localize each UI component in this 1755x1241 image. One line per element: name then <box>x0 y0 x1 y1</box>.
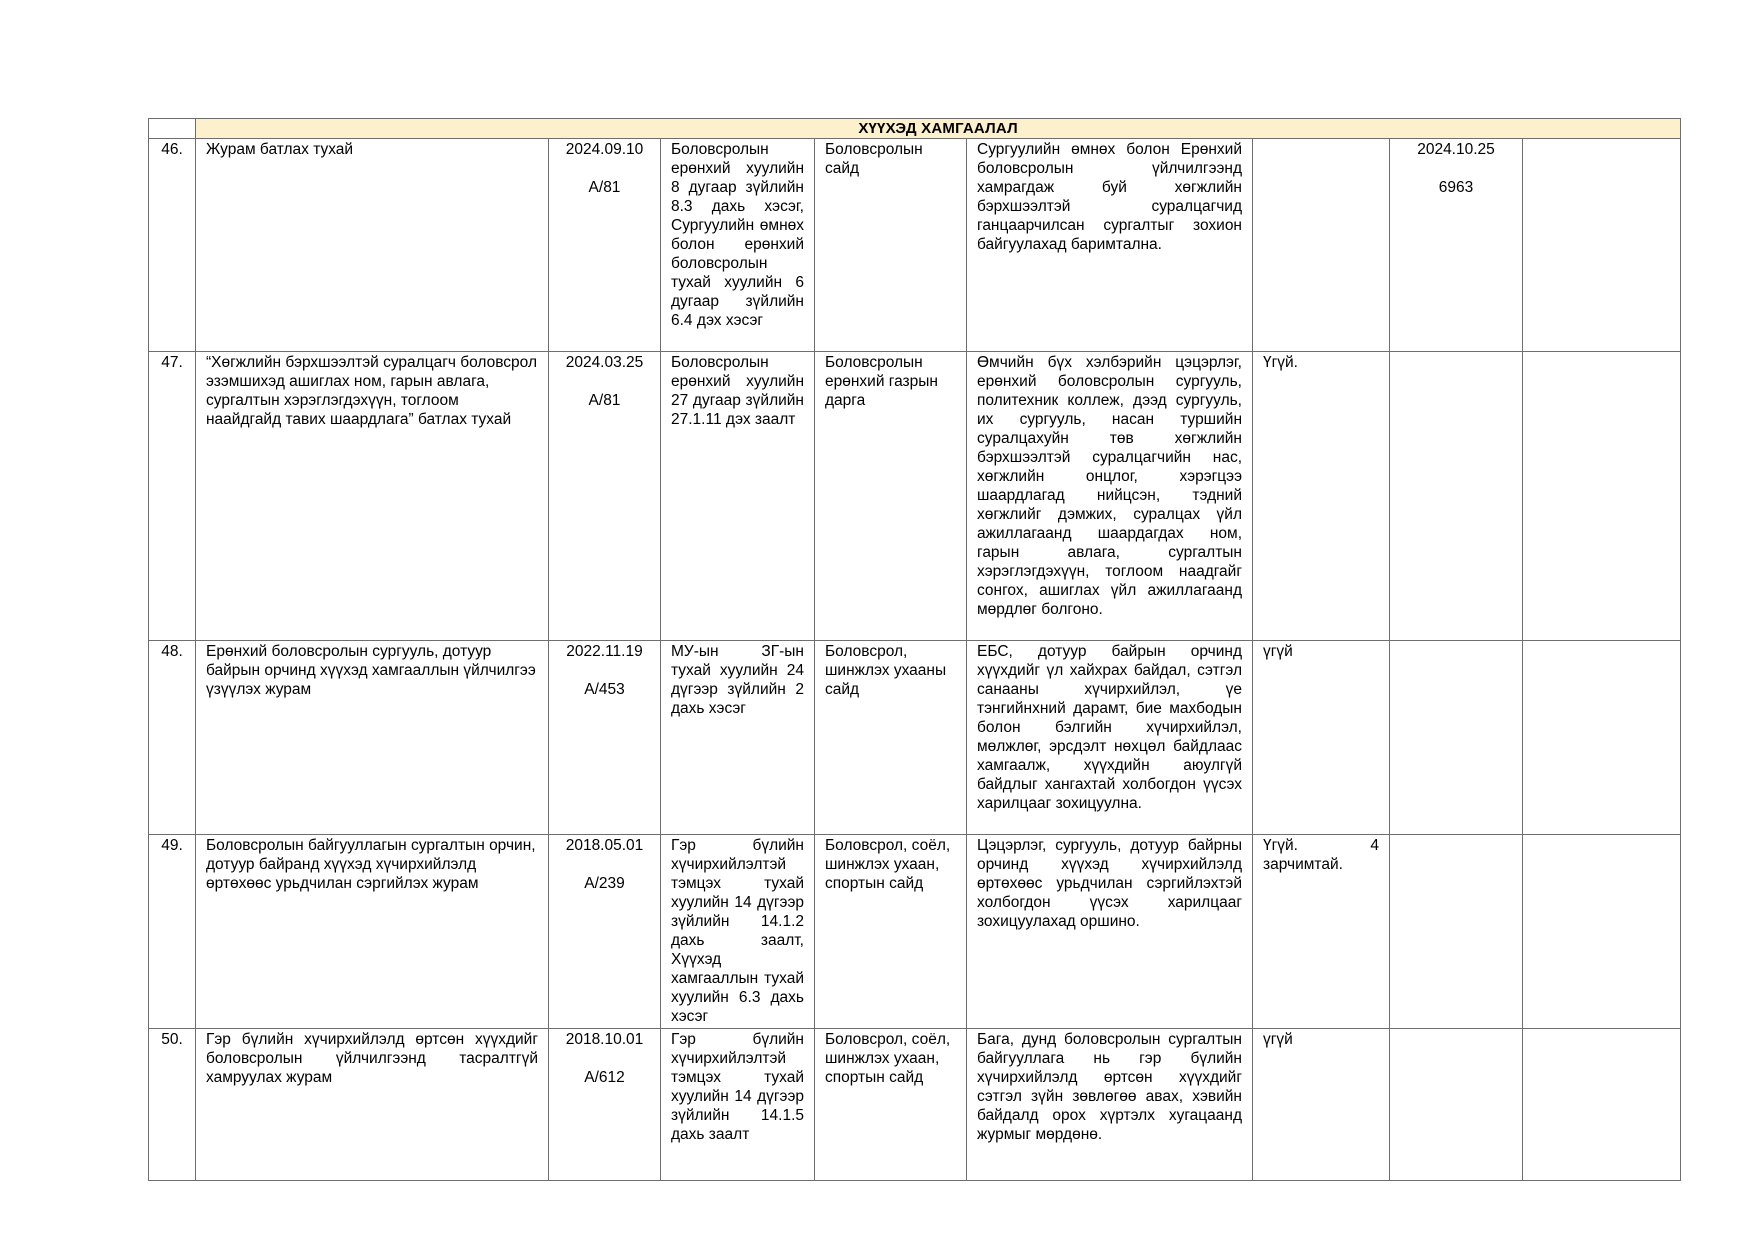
order-number: А/81 <box>588 392 621 409</box>
legal-basis: Боловсролын ерөнхий хуулийн 8 дугаар зүйлийн 8.3 дахь хэсэг, Сургуулийн өмнөх болон ерөнхий боловсролын тухай хуулийн 6 дугаар зүйлийн 6.4 дэх хэсэг <box>661 139 815 352</box>
legal-basis: МУ-ын ЗГ-ын тухай хуулийн 24 дүгээр зүйлийн 2 дахь хэсэг <box>661 641 815 835</box>
section-number-cell <box>149 119 196 139</box>
row-number: 49. <box>149 835 196 1029</box>
table-row <box>149 835 1681 1029</box>
extra-cell <box>1523 1029 1681 1181</box>
table-row <box>149 352 1681 641</box>
approver: Боловсрол, шинжлэх ухааны сайд <box>815 641 967 835</box>
table-row <box>149 139 1681 352</box>
regulations-table <box>148 118 1681 1181</box>
extra-cell <box>1523 835 1681 1029</box>
note: үгүй <box>1253 641 1390 835</box>
date-order-cell <box>549 352 661 641</box>
regulation-title: Боловсролын байгууллагын сургалтын орчин, дотуур байранд хүүхэд хүчирхийлэлд өртөхөөс урьдчилан сэргийлэх журам <box>196 835 549 1029</box>
registration-cell <box>1390 139 1523 352</box>
note <box>1253 139 1390 352</box>
regulation-title: Гэр бүлийн хүчирхийлэлд өртсөн хүүхдийг боловсролын үйлчилгээнд тасралтгүй хамруулах журам <box>196 1029 549 1181</box>
order-number: А/239 <box>584 875 625 892</box>
table-row <box>149 1029 1681 1181</box>
row-number: 47. <box>149 352 196 641</box>
section-title: ХҮҮХЭД ХАМГААЛАЛ <box>196 119 1681 139</box>
table-row <box>149 641 1681 835</box>
registration-date: 2024.10.25 <box>1417 141 1495 158</box>
approval-date: 2018.05.01 <box>565 837 644 854</box>
date-order-cell <box>549 1029 661 1181</box>
purpose: Бага, дунд боловсролын сургалтын байгууллага нь гэр бүлийн хүчирхийлэлд өртсөн хүүхдийг сэтгэл зүйн зөвлөгөө авах, хэвийн байдалд орох хүртэлх хугацаанд журмыг мөрдөнө. <box>967 1029 1253 1181</box>
approval-date: 2018.10.01 <box>565 1031 644 1048</box>
note: Үгүй. 4 зарчимтай. <box>1253 835 1390 1029</box>
regulation-title: Журам батлах тухай <box>196 139 549 352</box>
approver: Боловсролын ерөнхий газрын дарга <box>815 352 967 641</box>
date-order-cell <box>549 139 661 352</box>
section-header-row <box>149 119 1681 139</box>
registration-cell <box>1390 641 1523 835</box>
approver: Боловсрол, соёл, шинжлэх ухаан, спортын сайд <box>815 1029 967 1181</box>
purpose: ЕБС, дотуур байрын орчинд хүүхдийг үл хайхрах байдал, сэтгэл санааны хүчирхийлэл, үе тэнгийнхний дарамт, бие махбодын болон бэлгийн хүчирхийлэл, мөлжлөг, эрсдэлт нөхцөл байдлаас хамгаалж, хүүхдийн аюулгүй байдлыг хангахтай холбогдон үүсэх харилцааг зохицуулна. <box>967 641 1253 835</box>
extra-cell <box>1523 139 1681 352</box>
legal-basis: Боловсролын ерөнхий хуулийн 27 дугаар зүйлийн 27.1.11 дэх заалт <box>661 352 815 641</box>
legal-basis: Гэр бүлийн хүчирхийлэлтэй тэмцэх тухай хуулийн 14 дүгээр зүйлийн 14.1.5 дахь заалт <box>661 1029 815 1181</box>
purpose: Сургуулийн өмнөх болон Ерөнхий боловсролын үйлчилгээнд хамрагдаж буй хөгжлийн бэрхшээлтэй суралцагчид ганцаарчилсан сургалтыг зохион байгуулахад баримтална. <box>967 139 1253 352</box>
registration-cell <box>1390 352 1523 641</box>
approver: Боловсролын сайд <box>815 139 967 352</box>
registration-cell <box>1390 835 1523 1029</box>
approval-date: 2024.09.10 <box>565 141 644 158</box>
extra-cell <box>1523 641 1681 835</box>
registration-cell <box>1390 1029 1523 1181</box>
purpose: Өмчийн бүх хэлбэрийн цэцэрлэг, ерөнхий боловсролын сургууль, политехник коллеж, дээд сургууль, их сургууль, насан туршийн суралцахуйн төв хөгжлийн бэрхшээлтэй суралцагчийн нас, хөгжлийн онцлог, хэрэгцээ шаардлагад нийцсэн, тэдний хөгжлийг дэмжих, суралцах үйл ажиллагаанд шаардагдах ном, гарын авлага, сургалтын хэрэглэгдэхүүн, тоглоом наадгайг сонгох, ашиглах үйл ажиллагаанд мөрдлөг болгоно. <box>967 352 1253 641</box>
row-number: 50. <box>149 1029 196 1181</box>
order-number: А/453 <box>584 681 625 698</box>
approval-date: 2024.03.25 <box>565 354 644 371</box>
note: үгүй <box>1253 1029 1390 1181</box>
date-order-cell <box>549 835 661 1029</box>
extra-cell <box>1523 352 1681 641</box>
registration-number: 6963 <box>1438 179 1474 196</box>
approval-date: 2022.11.19 <box>566 643 643 660</box>
regulation-title: “Хөгжлийн бэрхшээлтэй суралцагч боловсрол эзэмшихэд ашиглах ном, гарын авлага, сургалтын хэрэглэгдэхүүн, тоглоом наайдгайд тавих шаардлага” батлах тухай <box>196 352 549 641</box>
regulation-title: Ерөнхий боловсролын сургууль, дотуур байрын орчинд хүүхэд хамгааллын үйлчилгээ үзүүлэх журам <box>196 641 549 835</box>
note: Үгүй. <box>1253 352 1390 641</box>
row-number: 48. <box>149 641 196 835</box>
approver: Боловсрол, соёл, шинжлэх ухаан, спортын сайд <box>815 835 967 1029</box>
date-order-cell <box>549 641 661 835</box>
purpose: Цэцэрлэг, сургууль, дотуур байрны орчинд хүүхэд хүчирхийлэлд өртөхөөс урьдчилан сэргийлэхтэй холбогдон үүсэх харилцааг зохицуулахад оршино. <box>967 835 1253 1029</box>
legal-basis: Гэр бүлийн хүчирхийлэлтэй тэмцэх тухай хуулийн 14 дүгээр зүйлийн 14.1.2 дахь заалт, Хүүхэд хамгааллын тухай хуулийн 6.3 дахь хэсэг <box>661 835 815 1029</box>
order-number: А/612 <box>584 1069 625 1086</box>
row-number: 46. <box>149 139 196 352</box>
order-number: А/81 <box>588 179 621 196</box>
